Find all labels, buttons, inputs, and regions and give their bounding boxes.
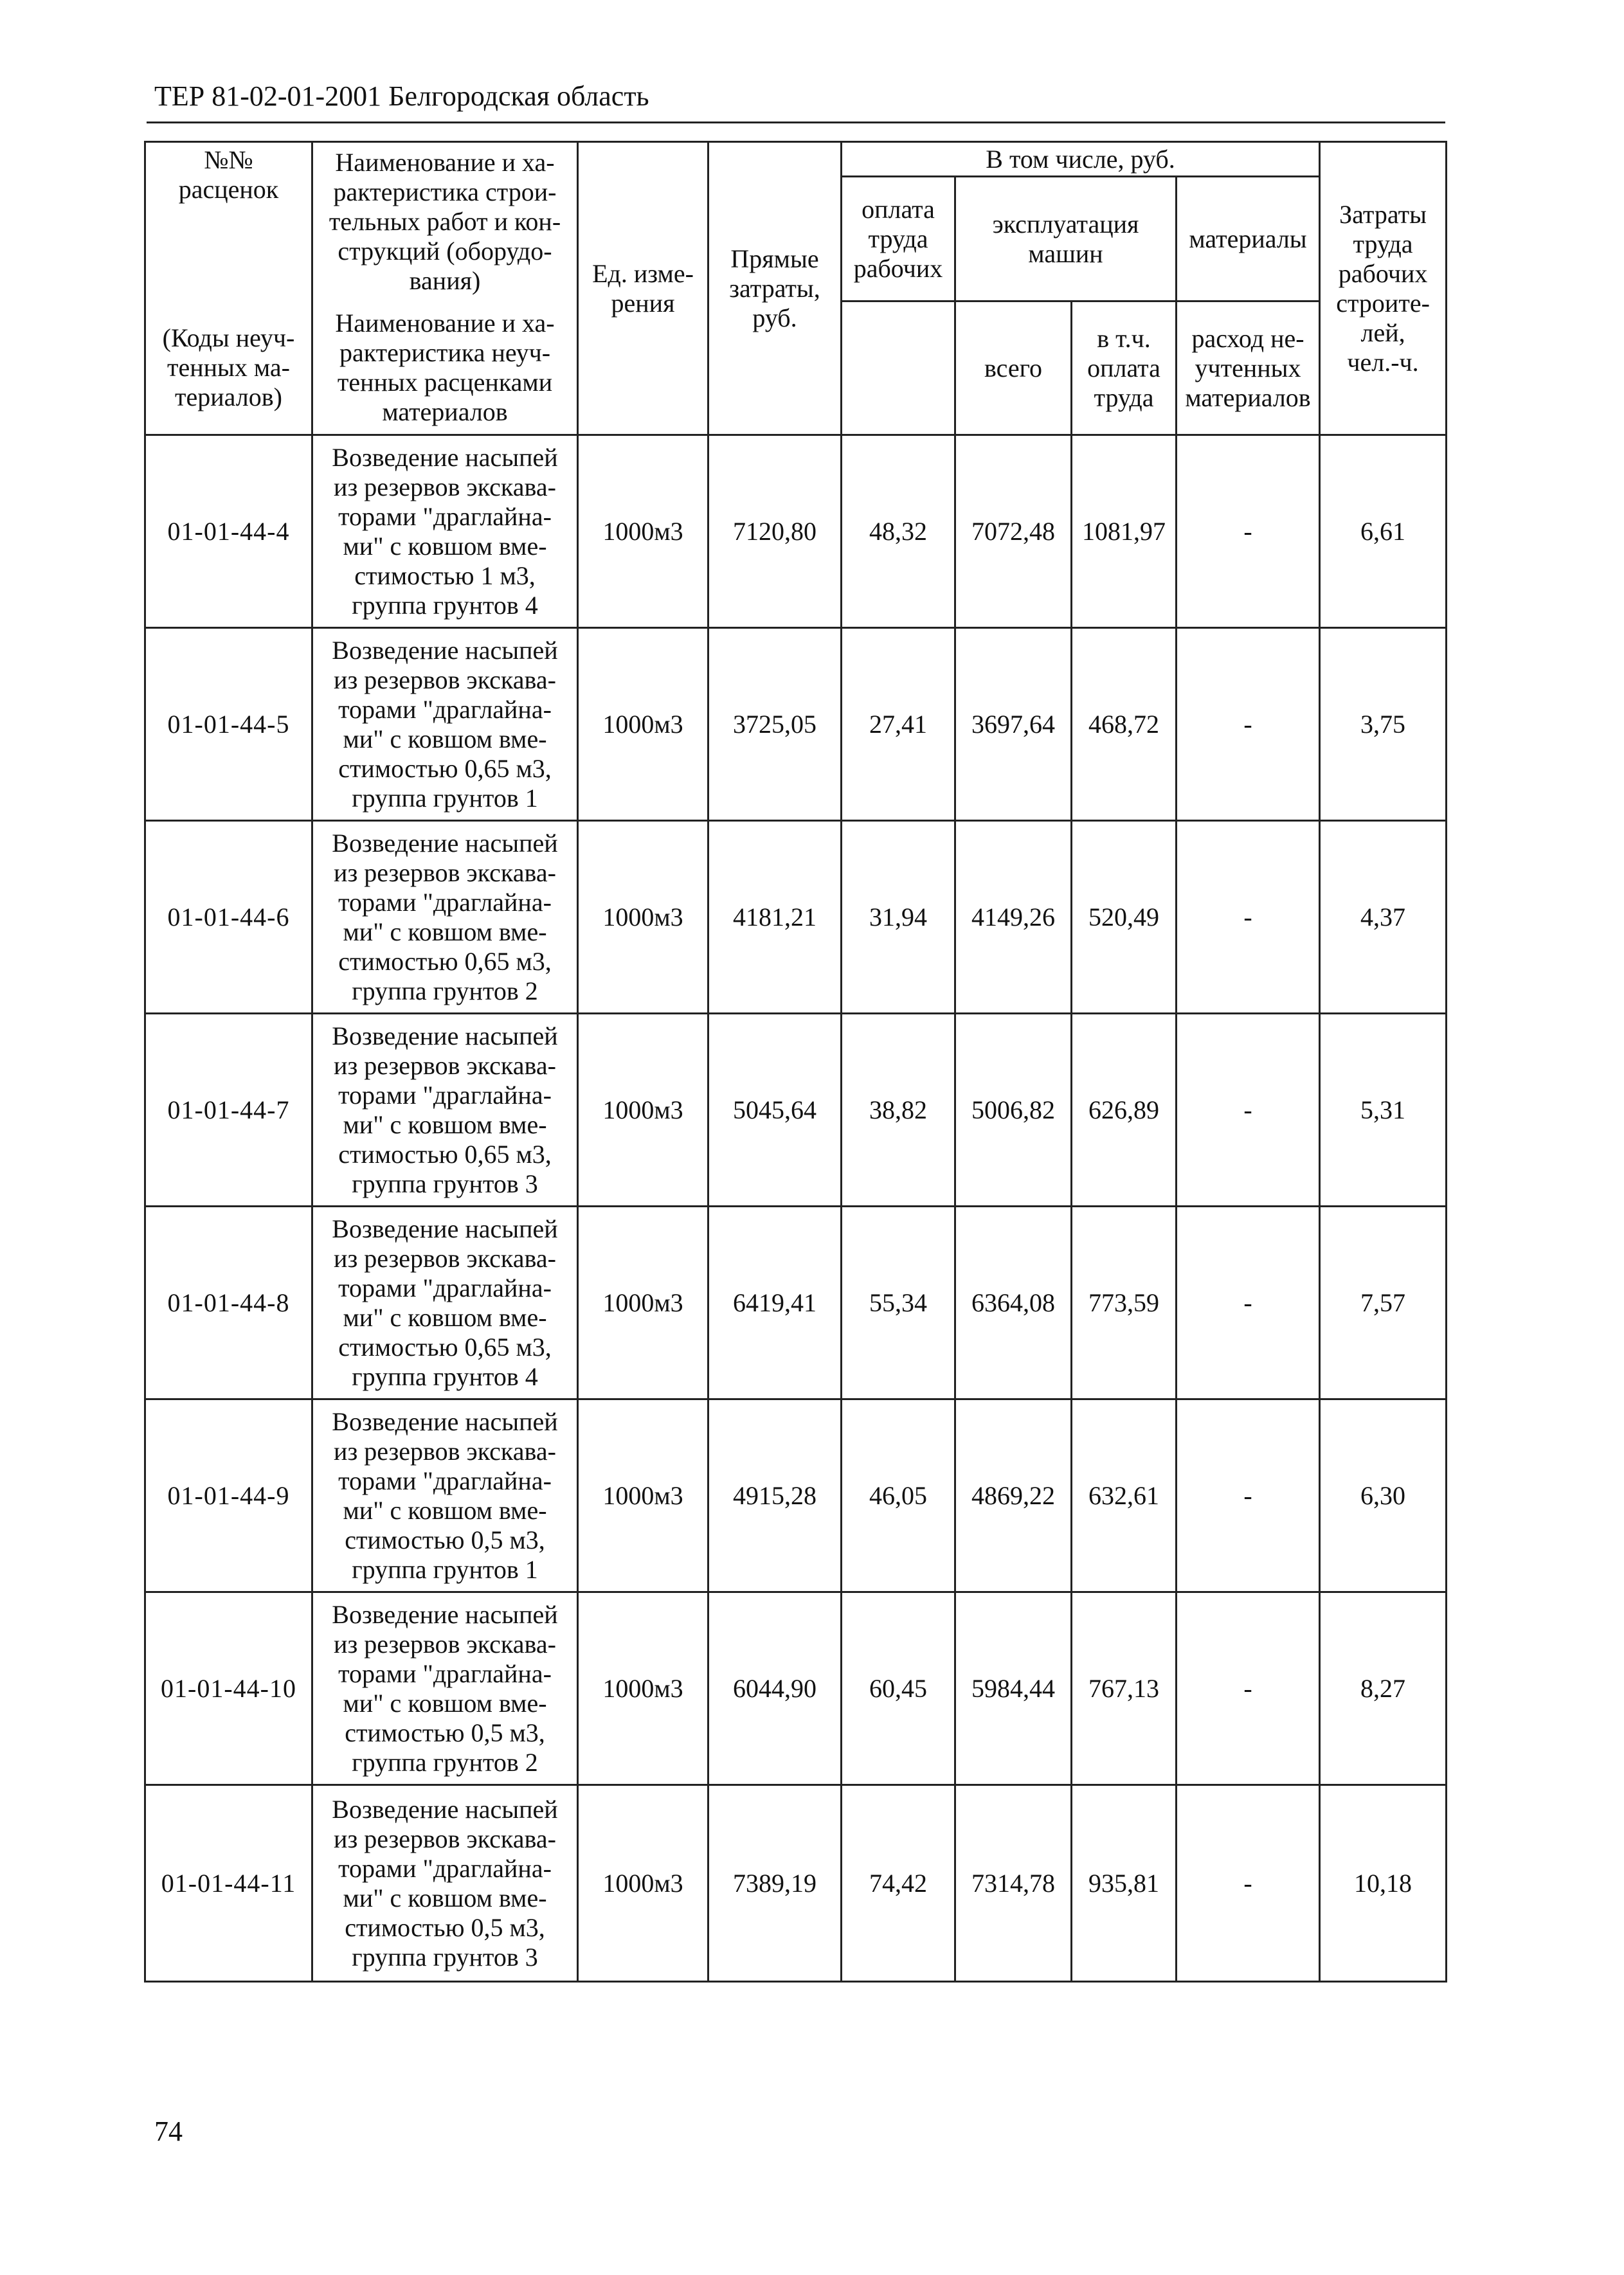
header-line: затраты, xyxy=(729,273,820,303)
work-description xyxy=(312,435,578,628)
work-description xyxy=(312,821,578,1014)
header-line: рения xyxy=(611,288,675,318)
direct-cost-cell: 4915,28 xyxy=(708,1399,842,1592)
machines-total-cell: 5984,44 xyxy=(955,1592,1072,1785)
description-line: стимостью 0,5 м3, xyxy=(345,1718,545,1747)
description-line: из резервов экскава- xyxy=(334,1824,556,1853)
header-line: струкций (оборудо- xyxy=(338,237,552,266)
direct-cost-cell: 5045,64 xyxy=(708,1014,842,1207)
description-line: Возведение насыпей xyxy=(332,1794,558,1824)
labor-hours-cell: 6,61 xyxy=(1320,435,1447,628)
header-line: учтенных xyxy=(1195,353,1301,382)
materials-cell: - xyxy=(1177,1014,1320,1207)
hdr-machines-total: всего xyxy=(955,301,1072,435)
header-line: лей, xyxy=(1360,318,1405,347)
description-line: Возведение насыпей xyxy=(332,1407,558,1436)
description-line: торами "драглайна- xyxy=(338,1466,552,1495)
hdr-code-top xyxy=(145,142,312,208)
header-line: Наименование и ха- xyxy=(335,148,555,177)
work-description xyxy=(312,628,578,821)
unit-cell: 1000м3 xyxy=(578,1785,708,1982)
direct-cost-cell: 6419,41 xyxy=(708,1207,842,1399)
header-line: (Коды неуч- xyxy=(162,323,295,352)
description-line: торами "драглайна- xyxy=(338,1273,552,1302)
hdr-labor-pay xyxy=(842,177,955,301)
header-line: материалов xyxy=(382,397,508,426)
hdr-direct xyxy=(708,142,842,435)
materials-cell: - xyxy=(1177,1399,1320,1592)
machines-labor-cell: 520,49 xyxy=(1072,821,1177,1014)
page-header-title: ТЕР 81-02-01-2001 Белгородская область xyxy=(154,80,649,112)
rate-code: 01-01-44-5 xyxy=(145,628,312,821)
labor-hours-cell: 10,18 xyxy=(1320,1785,1447,1982)
header-line: машин xyxy=(1028,238,1103,268)
description-line: ми" с ковшом вме- xyxy=(343,1883,547,1912)
hdr-materials-unaccounted xyxy=(1177,301,1320,435)
header-line: №№ xyxy=(204,145,253,175)
machines-total-cell: 6364,08 xyxy=(955,1207,1072,1399)
header-line: оплата xyxy=(862,194,935,224)
machines-total-cell: 7072,48 xyxy=(955,435,1072,628)
rate-code: 01-01-44-8 xyxy=(145,1207,312,1399)
table-row xyxy=(145,1207,1447,1399)
unit-cell: 1000м3 xyxy=(578,628,708,821)
header-line: труда xyxy=(868,224,928,253)
labor-pay-cell: 27,41 xyxy=(842,628,955,821)
machines-total-cell: 3697,64 xyxy=(955,628,1072,821)
unit-cell: 1000м3 xyxy=(578,821,708,1014)
header-line: тенных ма- xyxy=(167,352,291,382)
machines-total-cell: 4869,22 xyxy=(955,1399,1072,1592)
header-line: рактеристика неуч- xyxy=(339,337,551,367)
page-number: 74 xyxy=(154,2116,183,2147)
header-line: труда xyxy=(1094,382,1154,412)
description-line: группа грунтов 4 xyxy=(352,590,538,620)
description-line: Возведение насыпей xyxy=(332,1021,558,1050)
description-line: торами "драглайна- xyxy=(338,694,552,724)
labor-pay-cell: 48,32 xyxy=(842,435,955,628)
table-row xyxy=(145,1785,1447,1982)
labor-pay-cell: 46,05 xyxy=(842,1399,955,1592)
materials-cell: - xyxy=(1177,1785,1320,1982)
description-line: ми" с ковшом вме- xyxy=(343,1110,547,1139)
machines-labor-cell: 767,13 xyxy=(1072,1592,1177,1785)
hdr-unit xyxy=(578,142,708,435)
description-line: торами "драглайна- xyxy=(338,887,552,917)
header-line: тенных расценками xyxy=(337,367,553,397)
unit-cell: 1000м3 xyxy=(578,1592,708,1785)
description-line: из резервов экскава- xyxy=(334,858,556,887)
header-line: Наименование и ха- xyxy=(335,308,555,337)
header-line: Прямые xyxy=(730,244,819,273)
work-description xyxy=(312,1399,578,1592)
machines-labor-cell: 632,61 xyxy=(1072,1399,1177,1592)
work-description xyxy=(312,1785,578,1982)
description-line: стимостью 0,5 м3, xyxy=(345,1912,545,1942)
description-line: ми" с ковшом вме- xyxy=(343,724,547,753)
work-description xyxy=(312,1207,578,1399)
rate-code: 01-01-44-9 xyxy=(145,1399,312,1592)
labor-hours-cell: 3,75 xyxy=(1320,628,1447,821)
rate-code: 01-01-44-7 xyxy=(145,1014,312,1207)
machines-total-cell: 7314,78 xyxy=(955,1785,1072,1982)
header-line: эксплуатация xyxy=(992,209,1139,238)
labor-hours-cell: 6,30 xyxy=(1320,1399,1447,1592)
table-row xyxy=(145,1592,1447,1785)
direct-cost-cell: 6044,90 xyxy=(708,1592,842,1785)
header-line: рабочих xyxy=(1338,258,1428,288)
description-line: Возведение насыпей xyxy=(332,828,558,858)
machines-labor-cell: 773,59 xyxy=(1072,1207,1177,1399)
labor-pay-cell: 60,45 xyxy=(842,1592,955,1785)
labor-hours-cell: 7,57 xyxy=(1320,1207,1447,1399)
header-line: вания) xyxy=(409,266,481,296)
description-line: группа грунтов 2 xyxy=(352,976,538,1005)
header-line: тельных работ и кон- xyxy=(329,207,561,237)
hdr-name-bottom xyxy=(312,301,578,435)
description-line: группа грунтов 3 xyxy=(352,1942,538,1972)
description-line: ми" с ковшом вме- xyxy=(343,1495,547,1525)
description-line: из резервов экскава- xyxy=(334,1050,556,1080)
hdr-name-top xyxy=(312,142,578,301)
table-row xyxy=(145,628,1447,821)
description-line: ми" с ковшом вме- xyxy=(343,917,547,946)
description-line: группа грунтов 1 xyxy=(352,783,538,813)
machines-labor-cell: 468,72 xyxy=(1072,628,1177,821)
materials-cell: - xyxy=(1177,435,1320,628)
rate-code: 01-01-44-4 xyxy=(145,435,312,628)
description-line: группа грунтов 1 xyxy=(352,1554,538,1584)
work-description xyxy=(312,1014,578,1207)
unit-cell: 1000м3 xyxy=(578,1014,708,1207)
description-line: стимостью 0,65 м3, xyxy=(338,1139,552,1169)
header-line: Затраты xyxy=(1339,199,1427,229)
labor-hours-cell: 4,37 xyxy=(1320,821,1447,1014)
header-line: в т.ч. xyxy=(1097,323,1151,353)
labor-hours-cell: 8,27 xyxy=(1320,1592,1447,1785)
materials-cell: - xyxy=(1177,1207,1320,1399)
description-line: Возведение насыпей xyxy=(332,635,558,665)
rate-code: 01-01-44-10 xyxy=(145,1592,312,1785)
description-line: из резервов экскава- xyxy=(334,1629,556,1659)
header-line: строите- xyxy=(1336,288,1430,318)
materials-cell: - xyxy=(1177,1592,1320,1785)
description-line: из резервов экскава- xyxy=(334,1243,556,1273)
hdr-machines xyxy=(955,177,1177,301)
description-line: торами "драглайна- xyxy=(338,1659,552,1688)
hdr-machines-labor xyxy=(1072,301,1177,435)
header-line: расход не- xyxy=(1191,323,1304,353)
description-line: торами "драглайна- xyxy=(338,1853,552,1883)
table-row xyxy=(145,1014,1447,1207)
description-line: ми" с ковшом вме- xyxy=(343,531,547,561)
header-line: материалов xyxy=(1185,382,1311,412)
hdr-materials: материалы xyxy=(1177,177,1320,301)
work-description xyxy=(312,1592,578,1785)
labor-hours-cell: 5,31 xyxy=(1320,1014,1447,1207)
machines-total-cell: 4149,26 xyxy=(955,821,1072,1014)
description-line: группа грунтов 2 xyxy=(352,1747,538,1777)
hdr-labor-cost xyxy=(1320,142,1447,435)
description-line: из резервов экскава- xyxy=(334,665,556,694)
table-row xyxy=(145,821,1447,1014)
machines-labor-cell: 935,81 xyxy=(1072,1785,1177,1982)
materials-cell: - xyxy=(1177,628,1320,821)
description-line: ми" с ковшом вме- xyxy=(343,1302,547,1332)
hdr-including: В том числе, руб. xyxy=(842,142,1320,177)
direct-cost-cell: 4181,21 xyxy=(708,821,842,1014)
unit-cell: 1000м3 xyxy=(578,1207,708,1399)
description-line: стимостью 1 м3, xyxy=(354,561,536,590)
machines-total-cell: 5006,82 xyxy=(955,1014,1072,1207)
header-line: расценок xyxy=(178,175,279,204)
header-line: руб. xyxy=(752,303,797,332)
description-line: торами "драглайна- xyxy=(338,501,552,531)
header-line: труда xyxy=(1353,229,1413,258)
header-line: териалов) xyxy=(175,382,282,411)
description-line: стимостью 0,5 м3, xyxy=(345,1525,545,1554)
hdr-code-bottom xyxy=(145,301,312,435)
description-line: ми" с ковшом вме- xyxy=(343,1688,547,1718)
header-rule xyxy=(147,121,1445,123)
table-row xyxy=(145,435,1447,628)
rate-code: 01-01-44-11 xyxy=(145,1785,312,1982)
description-line: стимостью 0,65 м3, xyxy=(338,1332,552,1362)
labor-pay-cell: 74,42 xyxy=(842,1785,955,1982)
header-line: рактеристика строи- xyxy=(333,177,557,207)
table-row xyxy=(145,1399,1447,1592)
header-line: оплата xyxy=(1087,353,1160,382)
direct-cost-cell: 7120,80 xyxy=(708,435,842,628)
rates-table xyxy=(144,141,1447,1983)
header-line: чел.-ч. xyxy=(1347,347,1419,377)
direct-cost-cell: 3725,05 xyxy=(708,628,842,821)
unit-cell: 1000м3 xyxy=(578,1399,708,1592)
description-line: Возведение насыпей xyxy=(332,442,558,472)
description-line: стимостью 0,65 м3, xyxy=(338,946,552,976)
hdr-code-gap xyxy=(145,208,312,301)
labor-pay-cell: 55,34 xyxy=(842,1207,955,1399)
description-line: стимостью 0,65 м3, xyxy=(338,753,552,783)
description-line: группа грунтов 3 xyxy=(352,1169,538,1198)
header-line: рабочих xyxy=(853,253,943,283)
labor-pay-cell: 31,94 xyxy=(842,821,955,1014)
machines-labor-cell: 1081,97 xyxy=(1072,435,1177,628)
machines-labor-cell: 626,89 xyxy=(1072,1014,1177,1207)
rate-code: 01-01-44-6 xyxy=(145,821,312,1014)
description-line: торами "драглайна- xyxy=(338,1080,552,1110)
direct-cost-cell: 7389,19 xyxy=(708,1785,842,1982)
description-line: Возведение насыпей xyxy=(332,1599,558,1629)
header-line: Ед. изме- xyxy=(592,258,694,288)
hdr-labor-pay-blank xyxy=(842,301,955,435)
description-line: группа грунтов 4 xyxy=(352,1362,538,1391)
labor-pay-cell: 38,82 xyxy=(842,1014,955,1207)
description-line: Возведение насыпей xyxy=(332,1214,558,1243)
unit-cell: 1000м3 xyxy=(578,435,708,628)
description-line: из резервов экскава- xyxy=(334,1436,556,1466)
materials-cell: - xyxy=(1177,821,1320,1014)
description-line: из резервов экскава- xyxy=(334,472,556,501)
